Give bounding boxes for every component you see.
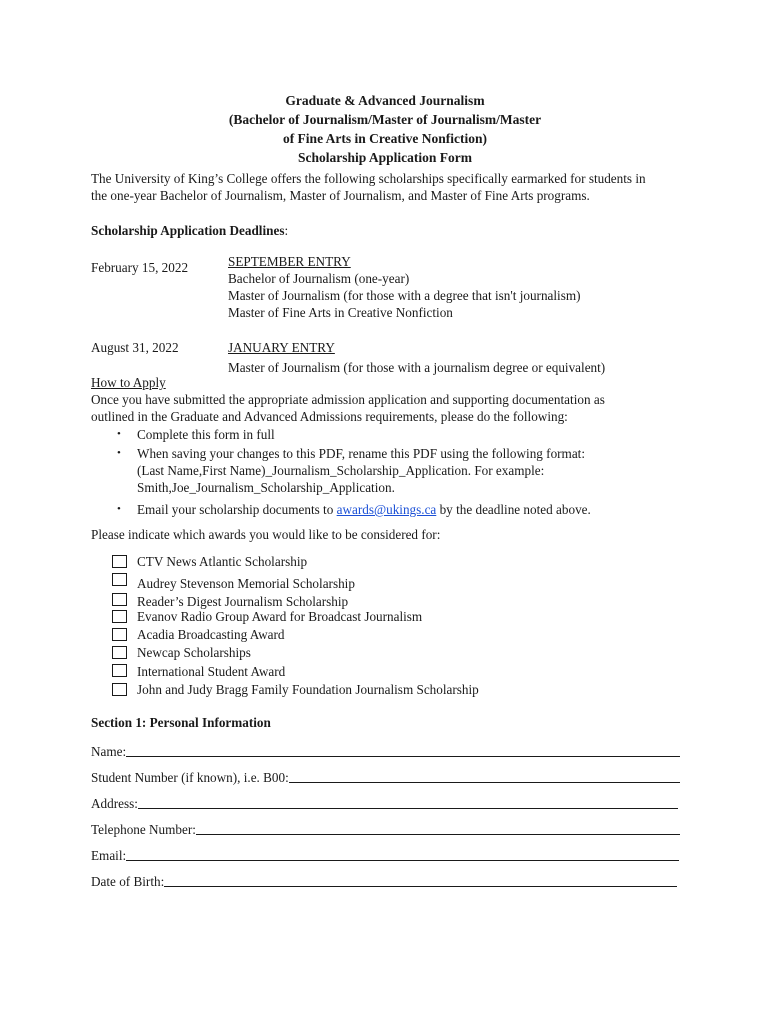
- deadline-program-1-2: Master of Journalism (for those with a degree that isn't journalism): [228, 288, 581, 303]
- award-label-international: International Student Award: [137, 664, 286, 679]
- award-checkbox-evanov[interactable]: [112, 610, 127, 623]
- date-of-birth-label: Date of Birth:: [91, 874, 165, 889]
- email-label: Email:: [91, 848, 127, 863]
- address-label: Address:: [91, 796, 138, 811]
- award-label-newcap: Newcap Scholarships: [137, 645, 251, 660]
- deadline-program-2-1: Master of Journalism (for those with a journalism degree or equivalent): [228, 360, 606, 375]
- deadline-entry-1: SEPTEMBER ENTRY: [228, 254, 351, 269]
- award-checkbox-international[interactable]: [112, 664, 127, 677]
- bullet-2-text-line-1: When saving your changes to this PDF, rename this PDF using the following format:: [137, 446, 586, 461]
- name-field: [91, 742, 680, 760]
- award-label-bragg: John and Judy Bragg Family Foundation Journalism Scholarship: [137, 682, 479, 697]
- award-label-stevenson: Audrey Stevenson Memorial Scholarship: [137, 576, 355, 591]
- intro-line-1: The University of King’s College offers the following scholarships specifically earmarked for students in: [91, 171, 646, 186]
- address-input[interactable]: [138, 794, 678, 809]
- how-to-apply-line-2: outlined in the Graduate and Advanced Admissions requirements, please do the following:: [91, 409, 568, 424]
- title-line-2: (Bachelor of Journalism/Master of Journalism/Master: [228, 112, 542, 127]
- telephone-input[interactable]: [196, 820, 680, 835]
- bullet-1-marker: •: [117, 428, 121, 440]
- bullet-3-text-post: by the deadline noted above.: [436, 502, 591, 517]
- deadline-entry-2: JANUARY ENTRY: [228, 340, 335, 355]
- name-label: Name:: [91, 744, 127, 759]
- deadline-program-1-3: Master of Fine Arts in Creative Nonfiction: [228, 305, 453, 320]
- award-label-evanov: Evanov Radio Group Award for Broadcast Journalism: [137, 609, 423, 624]
- awards-prompt: Please indicate which awards you would like to be considered for:: [91, 527, 441, 542]
- address-field: [91, 794, 678, 812]
- bullet-2-text-line-2: (Last Name,First Name)_Journalism_Scholarship_Application. For example:: [137, 463, 545, 478]
- email-input[interactable]: [126, 846, 679, 861]
- deadline-program-1-1: Bachelor of Journalism (one-year): [228, 271, 410, 286]
- award-label-readers-digest: Reader’s Digest Journalism Scholarship: [137, 594, 349, 609]
- award-checkbox-acadia[interactable]: [112, 628, 127, 641]
- date-of-birth-input[interactable]: [164, 872, 677, 887]
- name-input[interactable]: [126, 742, 680, 757]
- award-checkbox-ctv[interactable]: [112, 555, 127, 568]
- bullet-1-text: Complete this form in full: [137, 427, 275, 442]
- how-to-apply-heading: How to Apply: [91, 375, 166, 390]
- title-line-4: Scholarship Application Form: [297, 150, 473, 165]
- student-number-input[interactable]: [289, 768, 680, 783]
- awards-email-link[interactable]: awards@ukings.ca: [336, 502, 437, 517]
- deadlines-heading-colon: :: [284, 223, 289, 238]
- bullet-3-text: [137, 501, 591, 518]
- section-1-heading: Section 1: Personal Information: [91, 715, 271, 730]
- award-label-ctv: CTV News Atlantic Scholarship: [137, 554, 308, 569]
- award-label-acadia: Acadia Broadcasting Award: [137, 627, 285, 642]
- award-checkbox-newcap[interactable]: [112, 646, 127, 659]
- deadlines-heading-text: Scholarship Application Deadlines: [91, 223, 285, 238]
- telephone-field: [91, 820, 680, 838]
- how-to-apply-line-1: Once you have submitted the appropriate admission application and supporting documentation as: [91, 392, 605, 407]
- bullet-3-text-pre: Email your scholarship documents to: [137, 502, 337, 517]
- bullet-3-marker: •: [117, 503, 121, 515]
- intro-line-2: the one-year Bachelor of Journalism, Master of Journalism, and Master of Fine Arts programs.: [91, 188, 590, 203]
- date-of-birth-field: [91, 872, 677, 890]
- deadline-date-1: February 15, 2022: [91, 260, 189, 275]
- award-checkbox-stevenson[interactable]: [112, 573, 127, 586]
- bullet-2-text-line-3: Smith,Joe_Journalism_Scholarship_Application.: [137, 480, 395, 495]
- title-line-3: of Fine Arts in Creative Nonfiction): [282, 131, 488, 146]
- title-line-1: Graduate & Advanced Journalism: [285, 93, 485, 108]
- bullet-2-marker: •: [117, 447, 121, 459]
- email-field: [91, 846, 679, 864]
- student-number-label: Student Number (if known), i.e. B00:: [91, 770, 289, 785]
- deadline-date-2: August 31, 2022: [91, 340, 179, 355]
- award-checkbox-readers-digest[interactable]: [112, 593, 127, 606]
- award-checkbox-bragg[interactable]: [112, 683, 127, 696]
- telephone-label: Telephone Number:: [91, 822, 196, 837]
- student-number-field: [91, 768, 680, 786]
- deadlines-heading: [91, 222, 288, 239]
